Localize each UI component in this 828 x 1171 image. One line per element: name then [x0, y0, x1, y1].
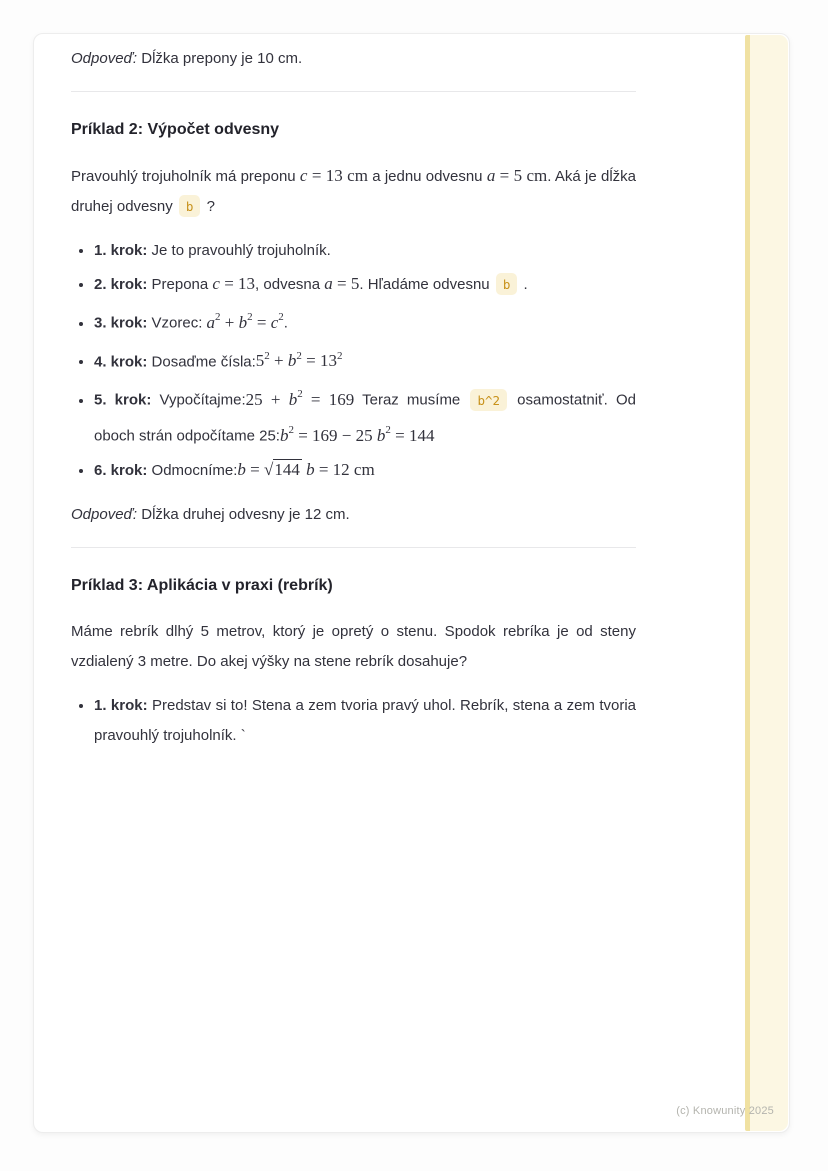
step-item — [94, 303, 636, 339]
answer-text: Dĺžka prepony je 10 cm. — [137, 50, 303, 67]
text-run: Je to pravouhlý trojuholník. — [147, 242, 331, 259]
math-inline: $b^2 = 169 - 25$ $b^2 = 144$ — [279, 423, 435, 445]
text-run: Vzorec: — [147, 314, 207, 332]
section-divider — [71, 547, 636, 548]
math-inline: a = 5 cm — [486, 166, 548, 185]
document-page — [33, 33, 790, 1133]
copyright-footer: (c) Knowunity 2025 — [676, 1105, 774, 1117]
text-run: Teraz musíme — [354, 391, 469, 409]
answer-paragraph-2 — [71, 500, 636, 530]
step-label: 6. krok: — [94, 461, 148, 479]
example2-heading: Príklad 2: Výpočet odvesny — [71, 121, 280, 138]
page-content — [34, 34, 789, 751]
step-item — [94, 342, 636, 378]
text-run: a jednu odvesnu — [367, 168, 487, 185]
text-run: Dosaďme čísla: — [147, 353, 256, 371]
step-item — [94, 455, 636, 486]
example3-intro-paragraph: Máme rebrík dlhý 5 metrov, ktorý je opretý o stenu. Spodok rebríka je od steny vzdialený 3 metre. Do akej výšky na stene rebrík dosahuje? — [71, 622, 636, 670]
math-inline: $25 + b^2 = 169$ — [245, 388, 355, 409]
text-run: . — [519, 276, 528, 293]
text-run: . Aká je dĺžka druhej odvesny — [71, 168, 636, 215]
text-run: Predstav si to! Stena a zem tvoria pravý uhol. Rebrík, stena a zem tvoria pravouhlý trojuholník. ` — [94, 696, 637, 744]
math-inline: a = 5 — [324, 274, 360, 293]
step-label: 1. krok: — [94, 242, 148, 259]
math-inline: c = 13 cm — [299, 166, 368, 185]
text-run: ? — [202, 198, 215, 215]
example2-steps-list — [71, 236, 636, 486]
text-run: Odmocníme: — [147, 461, 238, 479]
answer-paragraph-1 — [71, 44, 636, 74]
step-label: 5. krok: — [94, 391, 152, 409]
step-item — [94, 380, 636, 451]
step-item — [94, 691, 636, 751]
step-label: 3. krok: — [94, 314, 148, 332]
text-run: osamostatniť. Od oboch strán odpočítame 25: — [94, 391, 636, 445]
code-chip: b^2 — [470, 389, 507, 411]
code-chip: b — [179, 195, 201, 217]
answer-label: Odpoveď: — [71, 50, 138, 67]
answer-label: Odpoveď: — [71, 505, 138, 523]
math-inline: c = 13 — [212, 274, 256, 293]
text-run: Pravouhlý trojuholník má preponu — [71, 168, 300, 185]
example3-heading: Príklad 3: Aplikácia v praxi (rebrík) — [71, 576, 333, 594]
step-label: 4. krok: — [94, 353, 148, 371]
section-divider — [71, 91, 636, 92]
text-run: . — [283, 314, 288, 332]
text-run: Vypočítajme: — [151, 391, 246, 409]
step-label: 2. krok: — [94, 276, 148, 293]
math-inline: $5^2 + b^2 = 13^2$ — [255, 349, 343, 371]
code-chip: b — [496, 273, 518, 295]
example2-intro-paragraph — [71, 161, 636, 222]
step-label: 1. krok: — [94, 696, 148, 714]
example3-steps-list — [71, 691, 636, 751]
text-run: , odvesna — [255, 276, 325, 293]
step-item — [94, 236, 636, 266]
answer-text: Dĺžka druhej odvesny je 12 cm. — [137, 505, 350, 523]
math-inline: $a^2 + b^2 = c^2$ — [206, 311, 284, 332]
text-run: . Hľadáme odvesnu — [359, 276, 494, 293]
step-item — [94, 269, 636, 300]
math-inline: b = √144 b = 12 cm — [237, 459, 375, 479]
text-run: Prepona — [147, 276, 213, 293]
